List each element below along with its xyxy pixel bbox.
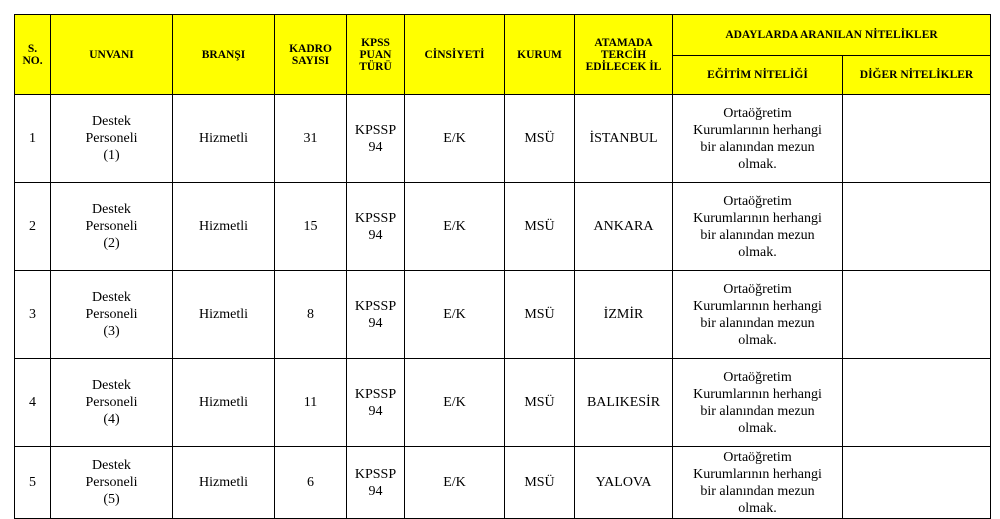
cell-no: 3	[15, 271, 51, 359]
header-kpss: KPSS PUAN TÜRÜ	[347, 15, 405, 95]
cell-il: İZMİR	[575, 271, 673, 359]
header-unvan: UNVANI	[51, 15, 173, 95]
cell-no: 4	[15, 359, 51, 447]
cell-diger	[843, 359, 991, 447]
cell-brans: Hizmetli	[173, 271, 275, 359]
cell-kadro: 8	[275, 271, 347, 359]
cell-egitim: Ortaöğretim Kurumlarının herhangi bir alanından mezun olmak.	[673, 95, 843, 183]
cell-unvan: Destek Personeli (5)	[51, 447, 173, 519]
table-row	[15, 271, 991, 359]
cell-unvan: Destek Personeli (4)	[51, 359, 173, 447]
table-row	[15, 183, 991, 271]
cell-cinsiyet: E/K	[405, 359, 505, 447]
cell-il: YALOVA	[575, 447, 673, 519]
cell-egitim: Ortaöğretim Kurumlarının herhangi bir alanından mezun olmak.	[673, 359, 843, 447]
cell-brans: Hizmetli	[173, 95, 275, 183]
cell-kurum: MSÜ	[505, 447, 575, 519]
cell-diger	[843, 271, 991, 359]
cell-il: BALIKESİR	[575, 359, 673, 447]
cell-kurum: MSÜ	[505, 359, 575, 447]
cell-egitim: Ortaöğretim Kurumlarının herhangi bir alanından mezun olmak.	[673, 271, 843, 359]
cell-kadro: 11	[275, 359, 347, 447]
cell-kadro: 6	[275, 447, 347, 519]
table-row	[15, 359, 991, 447]
cell-cinsiyet: E/K	[405, 183, 505, 271]
cell-cinsiyet: E/K	[405, 447, 505, 519]
cell-il: ANKARA	[575, 183, 673, 271]
cell-diger	[843, 183, 991, 271]
table-row	[15, 95, 991, 183]
cell-cinsiyet: E/K	[405, 95, 505, 183]
cell-diger	[843, 95, 991, 183]
cell-cinsiyet: E/K	[405, 271, 505, 359]
header-diger: DİĞER NİTELİKLER	[843, 56, 991, 95]
header-brans: BRANŞI	[173, 15, 275, 95]
cell-brans: Hizmetli	[173, 183, 275, 271]
cell-kurum: MSÜ	[505, 271, 575, 359]
header-kurum: KURUM	[505, 15, 575, 95]
cell-kpss: KPSSP 94	[347, 271, 405, 359]
header-nitelikler: ADAYLARDA ARANILAN NİTELİKLER	[673, 15, 991, 56]
header-sno: S. NO.	[15, 15, 51, 95]
cell-egitim: Ortaöğretim Kurumlarının herhangi bir alanından mezun olmak.	[673, 183, 843, 271]
cell-no: 5	[15, 447, 51, 519]
cell-no: 2	[15, 183, 51, 271]
cell-unvan: Destek Personeli (1)	[51, 95, 173, 183]
header-cinsiyet: CİNSİYETİ	[405, 15, 505, 95]
personnel-table	[14, 14, 991, 519]
header-egitim: EĞİTİM NİTELİĞİ	[673, 56, 843, 95]
cell-brans: Hizmetli	[173, 447, 275, 519]
cell-kurum: MSÜ	[505, 95, 575, 183]
cell-brans: Hizmetli	[173, 359, 275, 447]
cell-kadro: 31	[275, 95, 347, 183]
cell-kpss: KPSSP 94	[347, 95, 405, 183]
cell-kadro: 15	[275, 183, 347, 271]
header-atama: ATAMADA TERCİH EDİLECEK İL	[575, 15, 673, 95]
cell-kurum: MSÜ	[505, 183, 575, 271]
cell-unvan: Destek Personeli (3)	[51, 271, 173, 359]
cell-kpss: KPSSP 94	[347, 183, 405, 271]
cell-kpss: KPSSP 94	[347, 359, 405, 447]
cell-il: İSTANBUL	[575, 95, 673, 183]
cell-kpss: KPSSP 94	[347, 447, 405, 519]
header-kadro: KADRO SAYISI	[275, 15, 347, 95]
cell-no: 1	[15, 95, 51, 183]
cell-egitim: Ortaöğretim Kurumlarının herhangi bir alanından mezun olmak.	[673, 447, 843, 519]
cell-unvan: Destek Personeli (2)	[51, 183, 173, 271]
